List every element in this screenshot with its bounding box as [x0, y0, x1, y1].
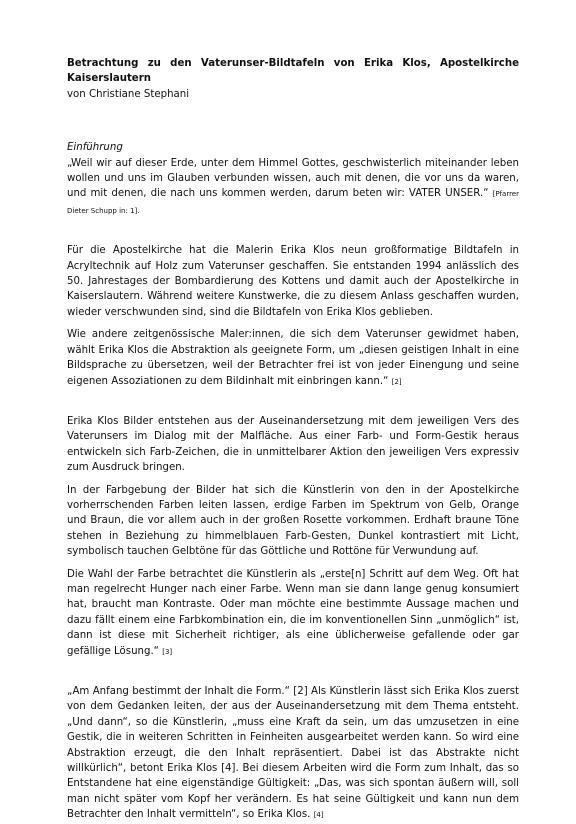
paragraph-text: In der Farbgebung der Bilder hat sich die Künstlerin von den in der Apostelkirche vorherrschenden Farben leiten lassen, erdige Farben im Spektrum von Gelb, Orange und Braun, die vor allem auch in der großen Rosette vorkommen. Erdhaft braune Töne stehen in Beziehung zu himmelblauen Farb-Gesten, Dunkel kontrastiert mit Licht, symbolisch tauchen Gelbtöne für das Göttliche und Rottöne für Verwundung auf.: [67, 484, 519, 558]
paragraph-text: Wie andere zeitgenössische Maler:innen, die sich dem Vaterunser gewidmet haben, wählt Erika Klos die Abstraktion als geeignete Form, um „diesen geistigen Inhalt in eine Bildsprache zu übersetzen, weil der Betrachter frei ist von jeder Einengung und seine eigenen Assoziationen zu dem Bildinhalt mit einbringen kann.“: [67, 329, 519, 387]
paragraph: [67, 327, 519, 390]
paragraph-text: Für die Apostelkirche hat die Malerin Erika Klos neun großformatige Bildtafeln in Acryltechnik auf Holz zum Vaterunser geschaffen. Sie entstanden 1994 anlässlich des 50. Jahrestages der Bombardierung des Kottens und damit auch der Apostelkirche in Kaiserslautern. Während weitere Kunstwerke, die zu diesem Anlass geschaffen wurden, wieder verschwunden sind, sind die Bildtafeln von Erika Klos geblieben.: [67, 245, 519, 318]
paragraph: [67, 483, 519, 560]
paragraph: [67, 567, 519, 660]
document-page: [67, 56, 519, 824]
document-title: Betrachtung zu den Vaterunser-Bildtafeln von Erika Klos, Apostelkirche Kaiserslautern: [67, 58, 519, 85]
paragraph: [67, 684, 519, 824]
paragraph-text: „Weil wir auf dieser Erde, unter dem Himmel Gottes, geschwisterlich miteinander leben wollen und uns im Glauben verbunden wissen, auch mit denen, die vor uns da waren, und mit denen, die nach uns kommen werden, darum beten wir: VATER UNSER.“: [67, 157, 519, 200]
paragraph-quote: [67, 156, 519, 220]
section-heading: Einführung: [67, 142, 123, 154]
paragraph-text: Die Wahl der Farbe betrachtet die Künstlerin als „erste[n] Schritt auf dem Weg. Oft hat man regelrecht Hunger nach einer Farbe. Wenn man sie dann lange genug konsumiert hat, braucht man Kontraste. Oder man möchte eine bestimmte Aussage machen und dazu fällt einem eine Farbkombination ein, die im konventionellen Sinn „unmöglich“ ist, dann ist diese mit Sicherheit richtiger, als eine üblicherweise gefallende oder gar gefällige Lösung.“: [67, 568, 519, 657]
citation-ref: [2]: [391, 377, 402, 386]
document-author: von Christiane Stephani: [67, 88, 190, 100]
citation-ref: [3]: [162, 647, 173, 656]
paragraph: [67, 243, 519, 320]
paragraph-text: „Am Anfang bestimmt der Inhalt die Form.“ [2] Als Künstlerin lässt sich Erika Klos zuerst von dem Gedanken leiten, der aus der Auseinandersetzung mit dem Thema entsteht. „Und dann“, so die Künstlerin, „muss eine Kraft da sein, um das umzusetzen in eine Gestik, die in weiteren Schritten in Feinheiten ausgearbeitet werden kann. So wird eine Abstraktion erzeugt, die den Inhalt repräsentiert. Dabei ist das Abstrakte nicht willkürlich“, betont Erika Klos [4]. Bei diesem Arbeiten wird die Form zum Inhalt, das so Entstandene hat eine eigenständige Gültigkeit: „Das, was sich spontan äußern will, soll man nicht später vom Kopf her verändern. Es hat seine Gültigkeit und kann nun dem Betrachter den Inhalt vermitteln“, so Erika Klos.: [67, 686, 519, 821]
citation-ref: [4]: [313, 811, 324, 820]
citation-ref: [Pfarrer Dieter Schupp in: 1].: [67, 190, 519, 215]
paragraph: [67, 414, 519, 476]
paragraph-text: Erika Klos Bilder entstehen aus der Auseinandersetzung mit dem jeweiligen Vers des Vaterunsers im Dialog mit der Malfläche. Aus einer Farb- und Form-Gestik heraus entwickeln sich Farb-Zeichen, die in unmittelbarer Aktion den jeweiligen Vers expressiv zum Ausdruck bringen.: [67, 415, 519, 474]
